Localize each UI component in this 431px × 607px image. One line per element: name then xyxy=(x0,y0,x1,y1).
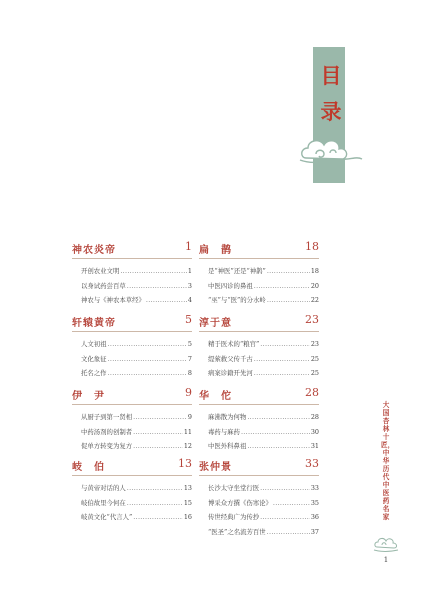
toc-entry[interactable]: 传世经典广为传抄 ..... 36 xyxy=(208,510,319,525)
running-title: 大国杏林十匠，中华历代中医药名家 xyxy=(381,401,395,521)
section-yiyin xyxy=(72,387,192,454)
toc-entry[interactable]: 文化象征 ..... 7 xyxy=(81,352,192,367)
section-huangdi xyxy=(72,314,192,381)
toc-entry[interactable]: 缇萦救父传千古 ..... 25 xyxy=(208,352,319,367)
toc-entry[interactable]: 岐黄文化“代言人” ..... 16 xyxy=(81,510,192,525)
section-page: 18 xyxy=(305,240,319,253)
toc-entry[interactable]: 神农与《神农本草经》 ..... 4 xyxy=(81,293,192,308)
section-page: 1 xyxy=(185,240,192,253)
section-title[interactable]: 神农炎帝 xyxy=(72,245,116,256)
section-huatuo xyxy=(199,387,319,454)
toc-entry[interactable]: “巫”与“医”的分水岭 ..... 22 xyxy=(208,293,319,308)
toc-entry[interactable]: 病案诊籍开先河 ..... 25 xyxy=(208,366,319,381)
section-title[interactable]: 淳于意 xyxy=(199,318,232,329)
section-page: 33 xyxy=(305,457,319,470)
section-page: 28 xyxy=(305,386,319,399)
toc-entry[interactable]: 精于医术的“粮官” ..... 23 xyxy=(208,337,319,352)
toc-entry[interactable]: 岐伯故里今何在 ..... 15 xyxy=(81,496,192,511)
title-char-2: 录 xyxy=(320,99,342,124)
toc-entry[interactable]: 麻沸散为何物 ..... 28 xyxy=(208,410,319,425)
toc-entry[interactable]: 托名之作 ..... 8 xyxy=(81,366,192,381)
section-page: 9 xyxy=(185,386,192,399)
section-title[interactable]: 华 佗 xyxy=(199,391,232,402)
cloud-ornament-icon xyxy=(298,132,364,168)
toc-entry[interactable]: 中医外科鼻祖 ..... 31 xyxy=(208,439,319,454)
title-char-1: 目 xyxy=(320,63,342,88)
section-title[interactable]: 扁 鹊 xyxy=(199,245,232,256)
section-chunyuyi xyxy=(199,314,319,381)
section-page: 13 xyxy=(178,457,192,470)
toc-entry[interactable]: 博采众方撰《伤寒论》 ..... 35 xyxy=(208,496,319,511)
section-shennong xyxy=(72,241,192,308)
toc-entry[interactable]: 促单方转变为复方 ..... 12 xyxy=(81,439,192,454)
section-zhangzhongjing xyxy=(199,458,319,539)
toc-entry[interactable]: 是“神医”还是“神鹊” ..... 18 xyxy=(208,264,319,279)
toc-entry[interactable]: 中医四诊的鼻祖 ..... 20 xyxy=(208,279,319,294)
toc-entry[interactable]: 开创农业文明 ..... 1 xyxy=(81,264,192,279)
toc-entry[interactable]: 从厨子到第一贤相 ..... 9 xyxy=(81,410,192,425)
section-title[interactable]: 岐 伯 xyxy=(72,462,105,473)
section-bianque xyxy=(199,241,319,308)
toc-entry[interactable]: 人文初祖 ..... 5 xyxy=(81,337,192,352)
toc-entry[interactable]: 长沙太守坐堂行医 ..... 33 xyxy=(208,481,319,496)
side-cloud-icon xyxy=(373,535,399,553)
toc-entry[interactable]: 中药汤剂的创制者 ..... 11 xyxy=(81,425,192,440)
section-page: 23 xyxy=(305,313,319,326)
section-title[interactable]: 轩辕黄帝 xyxy=(72,318,116,329)
toc-entry[interactable]: “医圣”之名流芳百世 ..... 37 xyxy=(208,525,319,540)
toc-entry[interactable]: 以身试药尝百草 ..... 3 xyxy=(81,279,192,294)
section-page: 5 xyxy=(185,313,192,326)
toc-entry[interactable]: 毒药与麻药 ..... 30 xyxy=(208,425,319,440)
section-qibo xyxy=(72,458,192,525)
section-title[interactable]: 张仲景 xyxy=(199,462,232,473)
toc-entry[interactable]: 与黄帝对话的人 ..... 13 xyxy=(81,481,192,496)
section-title[interactable]: 伊 尹 xyxy=(72,391,105,402)
page-number: 1 xyxy=(383,556,389,564)
